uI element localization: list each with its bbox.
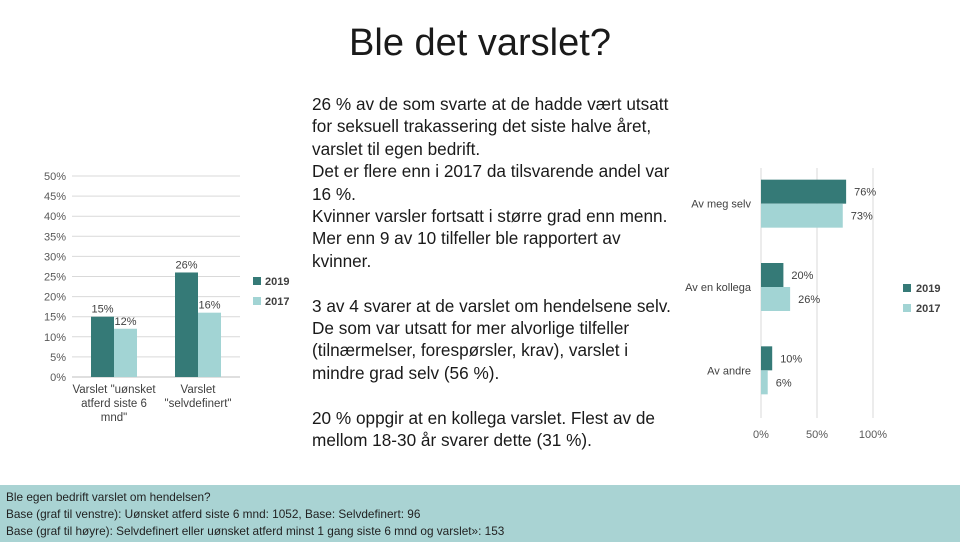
y-category-label: Av andre <box>707 365 751 378</box>
bar-2017 <box>114 329 137 377</box>
y-tick-label: 20% <box>43 291 66 304</box>
y-tick-label: 30% <box>43 251 66 264</box>
y-category-label: Av en kollega <box>685 282 751 294</box>
data-label: 26% <box>175 259 198 272</box>
x-category-label: "selvdefinert" <box>164 398 232 410</box>
footer-base-left: Base (graf til venstre): Uønsket atferd siste 6 mnd: 1052, Base: Selvdefinert: 96 <box>6 507 421 521</box>
y-tick-label: 10% <box>43 331 66 344</box>
legend-swatch-2019 <box>903 284 911 292</box>
x-category-label: mnd" <box>100 412 128 424</box>
legend-label: 2019 <box>916 283 941 295</box>
x-category-label: atferd siste 6 <box>81 398 147 410</box>
x-category-label: Varslet "uønsket <box>72 384 156 396</box>
y-category-label: Av meg selv <box>691 198 751 211</box>
y-tick-label: 40% <box>43 211 66 224</box>
legend-label: 2017 <box>265 296 290 308</box>
y-tick-label: 5% <box>50 351 66 364</box>
legend-swatch-2017 <box>903 304 911 312</box>
bar-2019 <box>761 180 846 204</box>
y-tick-label: 25% <box>43 271 66 284</box>
x-tick-label: 0% <box>753 429 769 441</box>
bar-2017 <box>198 313 221 377</box>
data-label: 16% <box>198 299 221 312</box>
bar-2019 <box>761 346 772 370</box>
x-tick-label: 100% <box>858 429 888 441</box>
data-label: 12% <box>114 315 137 328</box>
body-paragraph: 26 % av de som svarte at de hadde vært utsatt for seksuell trakassering det siste halve året, varslet til egen bedrift. Det er flere enn i 2017 da tilsvarende andel var 16 %. Kvinner varsler fortsatt i større grad enn menn. Mer enn 9 av 10 tilfeller ble rapportert av kvinner. <box>312 94 670 271</box>
y-tick-label: 45% <box>43 191 66 204</box>
footer-base-right: Base (graf til høyre): Selvdefinert eller uønsket atferd minst 1 gang siste 6 mnd og varslet»: 153 <box>6 524 505 538</box>
page-title: Ble det varslet? <box>349 22 611 64</box>
footer-notes <box>0 485 960 542</box>
data-label: 20% <box>791 270 814 282</box>
bar-2019 <box>175 272 198 377</box>
data-label: 10% <box>780 353 803 366</box>
bar-2017 <box>761 370 768 394</box>
legend-swatch-2017 <box>253 297 261 305</box>
y-tick-label: 50% <box>43 171 66 183</box>
right-bar-chart <box>660 165 960 455</box>
x-tick-label: 50% <box>805 429 829 441</box>
data-label: 26% <box>798 294 821 306</box>
y-tick-label: 15% <box>43 311 66 324</box>
y-tick-label: 0% <box>50 372 66 384</box>
bar-2017 <box>761 287 790 311</box>
legend-swatch-2019 <box>253 277 261 285</box>
bar-2019 <box>761 263 783 287</box>
data-label: 73% <box>850 210 873 223</box>
footer-question: Ble egen bedrift varslet om hendelsen? <box>6 490 211 504</box>
body-paragraph: 3 av 4 svarer at de varslet om hendelsene selv. De som var utsatt for mer alvorlige tilfeller (tilnærmelser, forespørsler, krav), varslet i mindre grad selv (56 %). <box>312 295 671 383</box>
data-label: 76% <box>854 186 877 199</box>
legend-label: 2019 <box>265 276 290 288</box>
data-label: 15% <box>91 303 114 316</box>
bar-2017 <box>761 204 843 228</box>
bar-2019 <box>91 317 114 377</box>
body-paragraph: 20 % oppgir at en kollega varslet. Flest av de mellom 18-30 år svarer dette (31 %). <box>312 407 655 451</box>
legend-label: 2017 <box>916 303 941 315</box>
left-bar-chart <box>0 160 310 440</box>
body-text <box>312 93 672 474</box>
y-tick-label: 35% <box>43 231 66 244</box>
x-category-label: Varslet <box>180 384 216 396</box>
data-label: 6% <box>775 377 792 390</box>
